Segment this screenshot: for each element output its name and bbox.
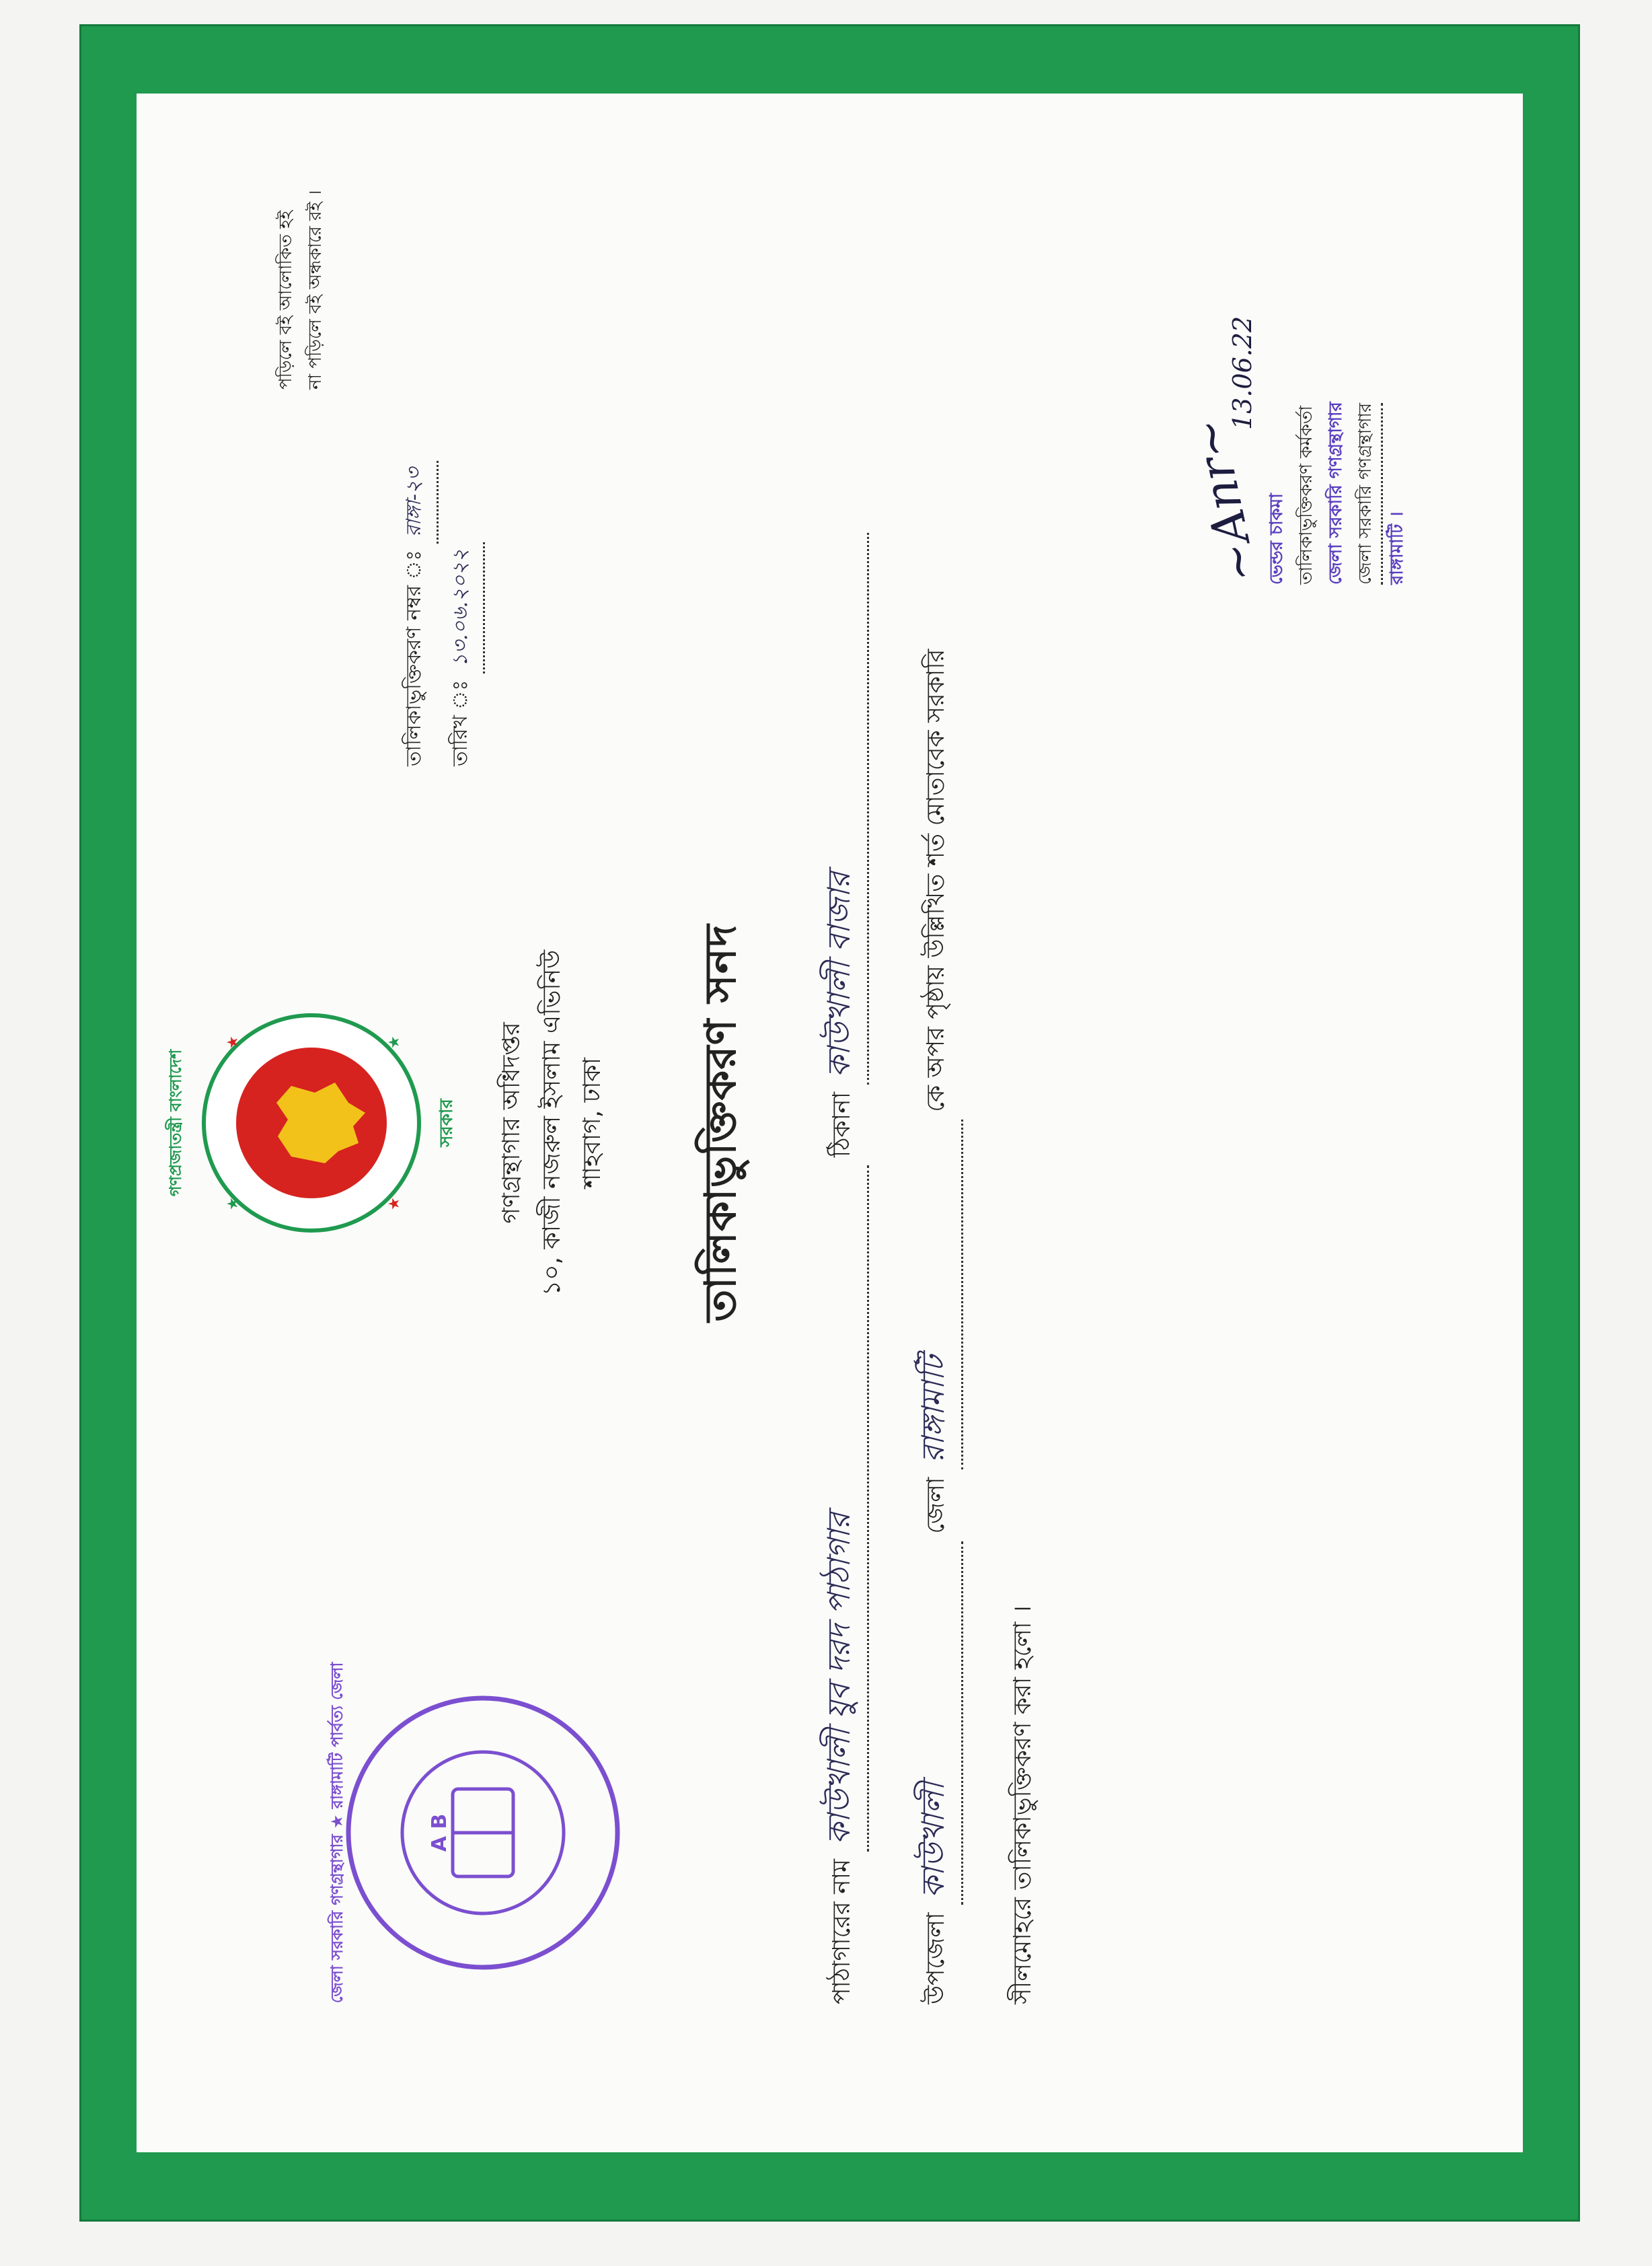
emblem-star-icon: ★ — [386, 1197, 403, 1210]
officer-office: জেলা সরকারি গণগ্রন্থাগার — [1351, 403, 1383, 585]
stamp-name: ভেন্ডর চাকমা — [1267, 493, 1287, 585]
seal-ring-text: জেলা সরকারি গণগ্রন্থাগার ★ রাঙ্গামাটি পার্বত্য জেলা — [328, 1662, 346, 2004]
district-label: জেলা — [922, 1477, 950, 1534]
certificate-content — [137, 94, 1523, 2152]
emblem-text-top: গণপ্রজাতন্ত্রী বাংলাদেশ — [166, 1049, 185, 1197]
library-name-value: কাউখালী যুব দরদ পাঠাগার — [816, 1165, 869, 1852]
listing-number-value: রাঙ্গা-২৩ — [392, 461, 439, 544]
officer-title: তালিকাভুক্তিকরণ কর্মকর্তা — [1296, 406, 1316, 585]
certificate-border — [79, 24, 1580, 2222]
office-address-2: শাহবাগ, ঢাকা — [578, 1057, 606, 1189]
listing-date-value: ১৩.০৬.২০২২ — [439, 542, 485, 673]
office-block — [493, 820, 614, 1426]
signature-mark: ~Anr~ — [1180, 414, 1269, 588]
listing-number-row — [392, 461, 439, 766]
upazila-value: কাউখালী — [910, 1541, 963, 1905]
certificate-paper — [137, 94, 1523, 2152]
address-value: কাউখালী বাজার — [816, 533, 869, 1085]
closing-text: সীলমোহরে তালিকাভুক্তিকরণ করা হলো । — [1009, 1605, 1037, 2004]
certificate-title: তালিকাভুক্তিকরণ সনদ — [696, 924, 746, 1322]
emblem-star-icon: ★ — [386, 1035, 403, 1049]
condition-text: কে অপর পৃষ্ঠায় উল্লিখিত শর্ত মোতাবেক সরকারি — [922, 649, 950, 1112]
stamp-district: রাঙ্গামাটি । — [1387, 511, 1407, 585]
emblem-star-icon: ★ — [225, 1035, 241, 1049]
government-emblem — [197, 1009, 426, 1237]
listing-date-row — [439, 461, 485, 766]
stamp-office: জেলা সরকারি গণগ্রন্থাগার — [1326, 402, 1346, 585]
emblem-text-bottom: সরকার — [437, 1099, 457, 1147]
library-seal — [338, 1688, 628, 1977]
motto — [271, 190, 330, 390]
motto-line-2: না পড়িলে বই অন্ধকারে রই । — [305, 190, 326, 390]
signature-date: 13.06.22 — [1228, 316, 1257, 430]
signature-block — [1180, 316, 1413, 588]
address-label: ঠিকানা — [828, 1091, 856, 1158]
office-address-1: ১০, কাজী নজরুল ইসলাম এভিনিউ — [538, 949, 566, 1296]
district-value: রাঙ্গামাটি — [910, 1120, 963, 1469]
library-name-row — [816, 533, 869, 2004]
upazila-label: উপজেলা — [922, 1912, 950, 2004]
listing-number-label: তালিকাভুক্তিকরণ নম্বর ঃ — [402, 550, 426, 766]
motto-line-1: পড়িলে বই আলোকিত হই — [276, 210, 296, 390]
library-name-label: পাঠাগারের নাম — [828, 1858, 856, 2004]
location-row — [910, 649, 963, 2004]
emblem-star-icon: ★ — [225, 1197, 241, 1210]
listing-info — [392, 461, 485, 766]
seal-book-letters: A B — [428, 1813, 451, 1852]
listing-date-label: তারিখ ঃ — [449, 680, 472, 766]
office-name: গণগ্রন্থাগার অধিদপ্তর — [498, 1022, 525, 1224]
